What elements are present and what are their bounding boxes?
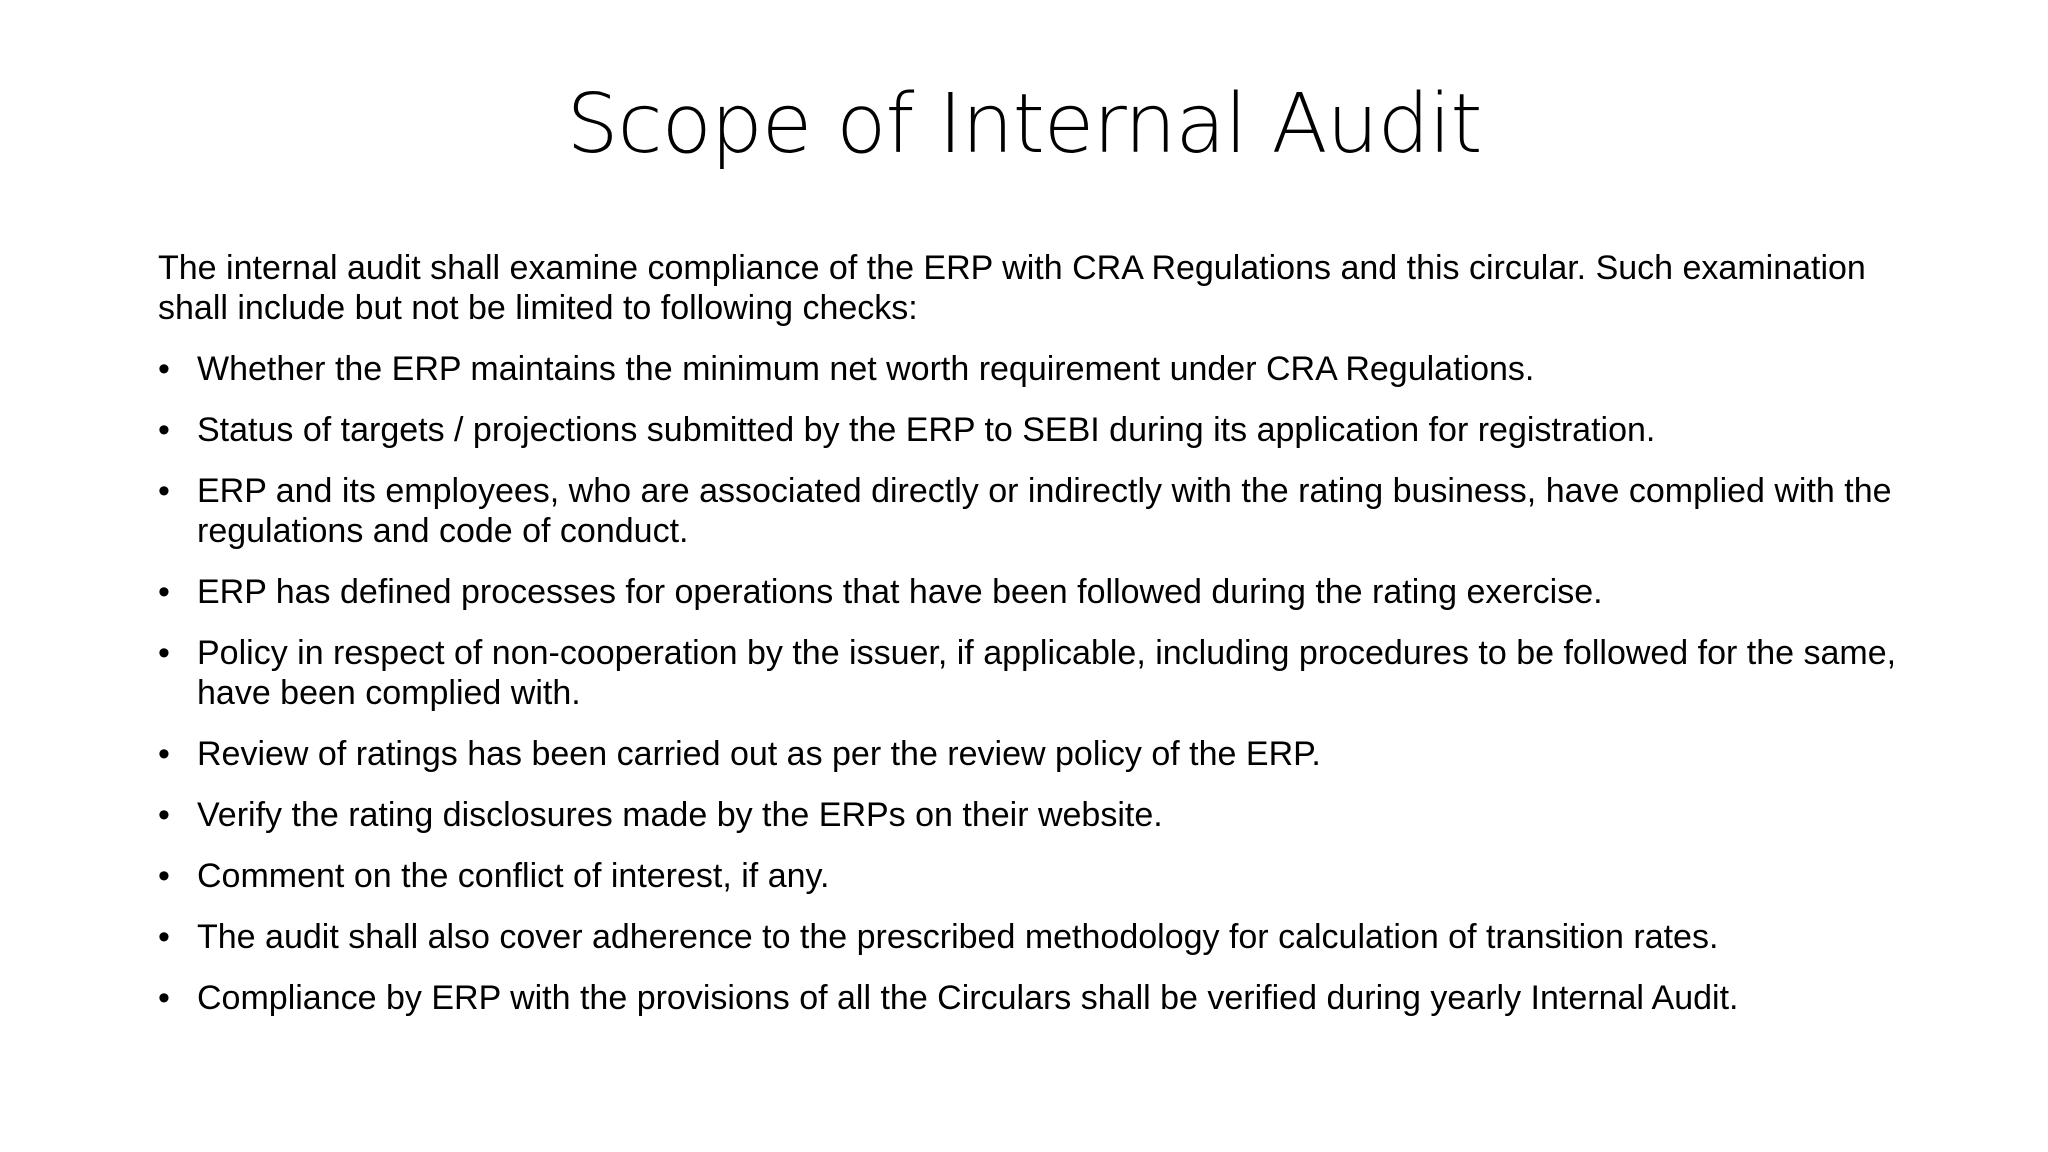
bullet-item: [158, 978, 1898, 1018]
bullet-text: Comment on the conflict of interest, if any.: [197, 857, 830, 895]
bullet-text: Whether the ERP maintains the minimum net worth requirement under CRA Regulations.: [197, 350, 1535, 388]
bullet-item: [158, 917, 1898, 957]
bullet-item: [158, 734, 1898, 774]
bullet-text: ERP and its employees, who are associated directly or indirectly with the rating business, have complied with the regulations and code of conduct.: [197, 472, 1892, 550]
bullet-icon: •: [158, 857, 170, 895]
bullet-item: [158, 349, 1898, 389]
bullet-icon: •: [158, 796, 170, 834]
bullet-item: [158, 572, 1898, 612]
intro-paragraph: The internal audit shall examine compliance of the ERP with CRA Regulations and this circular. Such examination shall include but not be limited to following checks:: [158, 249, 1866, 327]
bullet-icon: •: [158, 411, 170, 449]
bullet-list: [158, 349, 1898, 1018]
bullet-item: [158, 410, 1898, 450]
bullet-icon: •: [158, 735, 170, 773]
bullet-item: [158, 471, 1898, 551]
bullet-text: Compliance by ERP with the provisions of all the Circulars shall be verified during yearly Internal Audit.: [197, 979, 1739, 1017]
bullet-icon: •: [158, 918, 170, 956]
bullet-text: Verify the rating disclosures made by the ERPs on their website.: [197, 796, 1163, 834]
bullet-item: [158, 633, 1898, 713]
bullet-text: Review of ratings has been carried out as per the review policy of the ERP.: [197, 735, 1321, 773]
bullet-icon: •: [158, 634, 170, 672]
bullet-text: Status of targets / projections submitted by the ERP to SEBI during its application for registration.: [197, 411, 1656, 449]
bullet-icon: •: [158, 979, 170, 1017]
slide-title: Scope of Internal Audit: [566, 77, 1482, 172]
slide-body: [158, 248, 1898, 1039]
bullet-item: [158, 856, 1898, 896]
bullet-text: The audit shall also cover adherence to the prescribed methodology for calculation of transition rates.: [197, 918, 1719, 956]
bullet-icon: •: [158, 472, 170, 510]
bullet-icon: •: [158, 573, 170, 611]
bullet-text: Policy in respect of non-cooperation by the issuer, if applicable, including procedures to be followed for the same, have been complied with.: [197, 634, 1897, 712]
bullet-item: [158, 795, 1898, 835]
bullet-icon: •: [158, 350, 170, 388]
bullet-text: ERP has defined processes for operations that have been followed during the rating exercise.: [197, 573, 1603, 611]
